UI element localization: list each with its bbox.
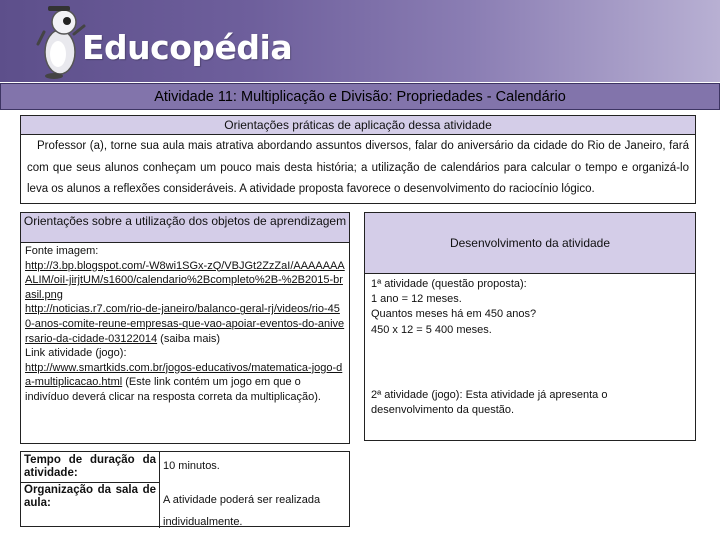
orientacoes-praticas-text: Professor (a), torne sua aula mais atrativa abordando assuntos diversos, falar do aniversário da cidade do Rio de Janeiro, fará com que seus alunos conheçam um pouco mais desta história; a utilização de calendários para calcular o tempo e organizá-lo leva os alunos a reflexões consideráveis. A atividade proposta favorece o desenvolvimento do raciocínio lógico. (27, 140, 689, 195)
desenvolvimento-heading: Desenvolvimento da atividade (365, 213, 695, 274)
page-title: Atividade 11: Multiplicação e Divisão: Propriedades - Calendário (0, 83, 720, 110)
desenvolvimento-body (365, 274, 695, 421)
link-atividade-label: Link atividade (jogo): (25, 347, 127, 360)
link-smartkids-jogo[interactable]: http://www.smartkids.com.br/jogos-educativos/matematica-jogo-da-multiplicacao.html (25, 361, 343, 389)
segunda-atividade-text: 2ª atividade (jogo): Esta atividade já apresenta o desenvolvimento da questão. (371, 388, 608, 417)
link-jogo-description: (Este link contém um jogo em que o indivíduo deverá clicar na resposta correta da multiplicação). (25, 376, 321, 403)
orientacoes-praticas-box (20, 115, 696, 204)
ano-meses-text: 1 ano = 12 meses. (371, 293, 462, 306)
fonte-imagem-label: Fonte imagem: (25, 245, 99, 257)
orientacoes-objetos-body (21, 243, 349, 406)
link-calendario-image[interactable]: http://3.bp.blogspot.com/-W8wi1SGx-zQ/VBJGt2ZzZaI/AAAAAAAALIM/oiI-jirjtUM/s1600/calendario%2Bcompleto%2B-%2B2015-brasil.png (25, 259, 345, 301)
link-noticias-r7[interactable]: http://noticias.r7.com/rio-de-janeiro/balanco-geral-rj/videos/rio-450-anos-comite-reune-empresas-que-vao-apoiar-eventos-do-aniversario-da-cidade-03122014 (25, 303, 345, 345)
brand-name: Educopédia (82, 28, 293, 67)
duracao-organizacao-table (20, 451, 350, 527)
primeira-atividade-title: 1ª atividade (questão proposta): (371, 278, 527, 290)
pergunta-text: Quantos meses há em 450 anos? (371, 308, 537, 321)
organizacao-sala-label: Organização da sala de aula: (24, 484, 156, 509)
orientacoes-objetos-heading: Orientações sobre a utilização dos objetos de aprendizagem (21, 213, 349, 243)
orientacoes-praticas-heading: Orientações práticas de aplicação dessa atividade (21, 116, 695, 135)
organizacao-sala-value: A atividade poderá ser realizada individualmente. (163, 494, 321, 528)
tempo-duracao-value: 10 minutos. (163, 460, 220, 472)
site-header (0, 0, 720, 82)
resposta-text: 450 x 12 = 5 400 meses. (371, 323, 492, 336)
saiba-mais-text: (saiba mais) (157, 332, 221, 345)
tempo-duracao-label: Tempo de duração da atividade: (24, 454, 156, 479)
desenvolvimento-box (364, 212, 696, 441)
orientacoes-objetos-box (20, 212, 350, 444)
